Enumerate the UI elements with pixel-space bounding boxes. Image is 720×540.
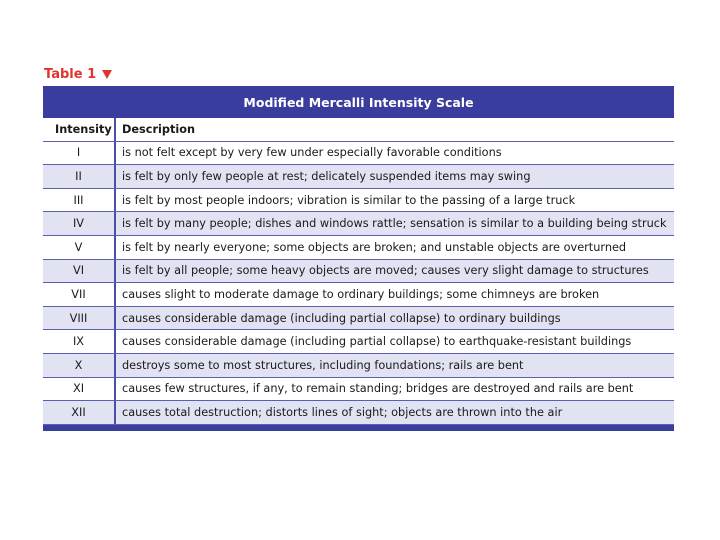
description-cell: causes considerable damage (including partial collapse) to earthquake-resistant buildings	[122, 335, 632, 349]
header-intensity: Intensity	[43, 118, 116, 141]
table-row	[43, 401, 674, 425]
description-cell: is felt by most people indoors; vibration is similar to the passing of a large truck	[122, 193, 576, 207]
description-cell: is felt by only few people at rest; delicately suspended items may swing	[122, 169, 531, 183]
table-row	[43, 283, 674, 307]
table-row	[43, 165, 674, 189]
intensity-cell: IX	[43, 330, 116, 353]
intensity-cell: I	[43, 142, 116, 165]
mercalli-table	[43, 86, 674, 431]
description-cell: causes total destruction; distorts lines of sight; objects are thrown into the air	[122, 405, 563, 419]
description-cell: causes few structures, if any, to remain standing; bridges are destroyed and rails are bent	[122, 382, 634, 396]
description-cell: is felt by nearly everyone; some objects are broken; and unstable objects are overturned	[122, 240, 627, 254]
intensity-cell: V	[43, 236, 116, 259]
description-cell: destroys some to most structures, including foundations; rails are bent	[122, 358, 524, 372]
description-cell: is felt by many people; dishes and windows rattle; sensation is similar to a building being struck	[122, 217, 667, 231]
description-cell: is not felt except by very few under especially favorable conditions	[122, 146, 502, 160]
intensity-cell: XI	[43, 378, 116, 401]
intensity-cell: II	[43, 165, 116, 188]
table-title: Modified Mercalli Intensity Scale	[43, 86, 674, 118]
table-header-row	[43, 118, 674, 142]
table-row	[43, 142, 674, 166]
intensity-cell: III	[43, 189, 116, 212]
triangle-down-icon	[102, 70, 112, 79]
intensity-cell: XII	[43, 401, 116, 424]
table-row	[43, 307, 674, 331]
header-description: Description	[122, 122, 196, 136]
table-row	[43, 212, 674, 236]
table-bottom-bar	[43, 425, 674, 431]
intensity-cell: X	[43, 354, 116, 377]
table-row	[43, 378, 674, 402]
table-row	[43, 330, 674, 354]
table-row	[43, 260, 674, 284]
table-row	[43, 189, 674, 213]
intensity-cell: IV	[43, 212, 116, 235]
table-row	[43, 354, 674, 378]
table-row	[43, 236, 674, 260]
description-cell: causes slight to moderate damage to ordinary buildings; some chimneys are broken	[122, 287, 600, 301]
intensity-cell: VII	[43, 283, 116, 306]
table-caption-label: Table 1	[44, 67, 97, 82]
intensity-cell: VIII	[43, 307, 116, 330]
intensity-cell: VI	[43, 260, 116, 283]
description-cell: is felt by all people; some heavy objects are moved; causes very slight damage to structures	[122, 264, 649, 278]
table-caption	[44, 67, 112, 82]
description-cell: causes considerable damage (including partial collapse) to ordinary buildings	[122, 311, 561, 325]
